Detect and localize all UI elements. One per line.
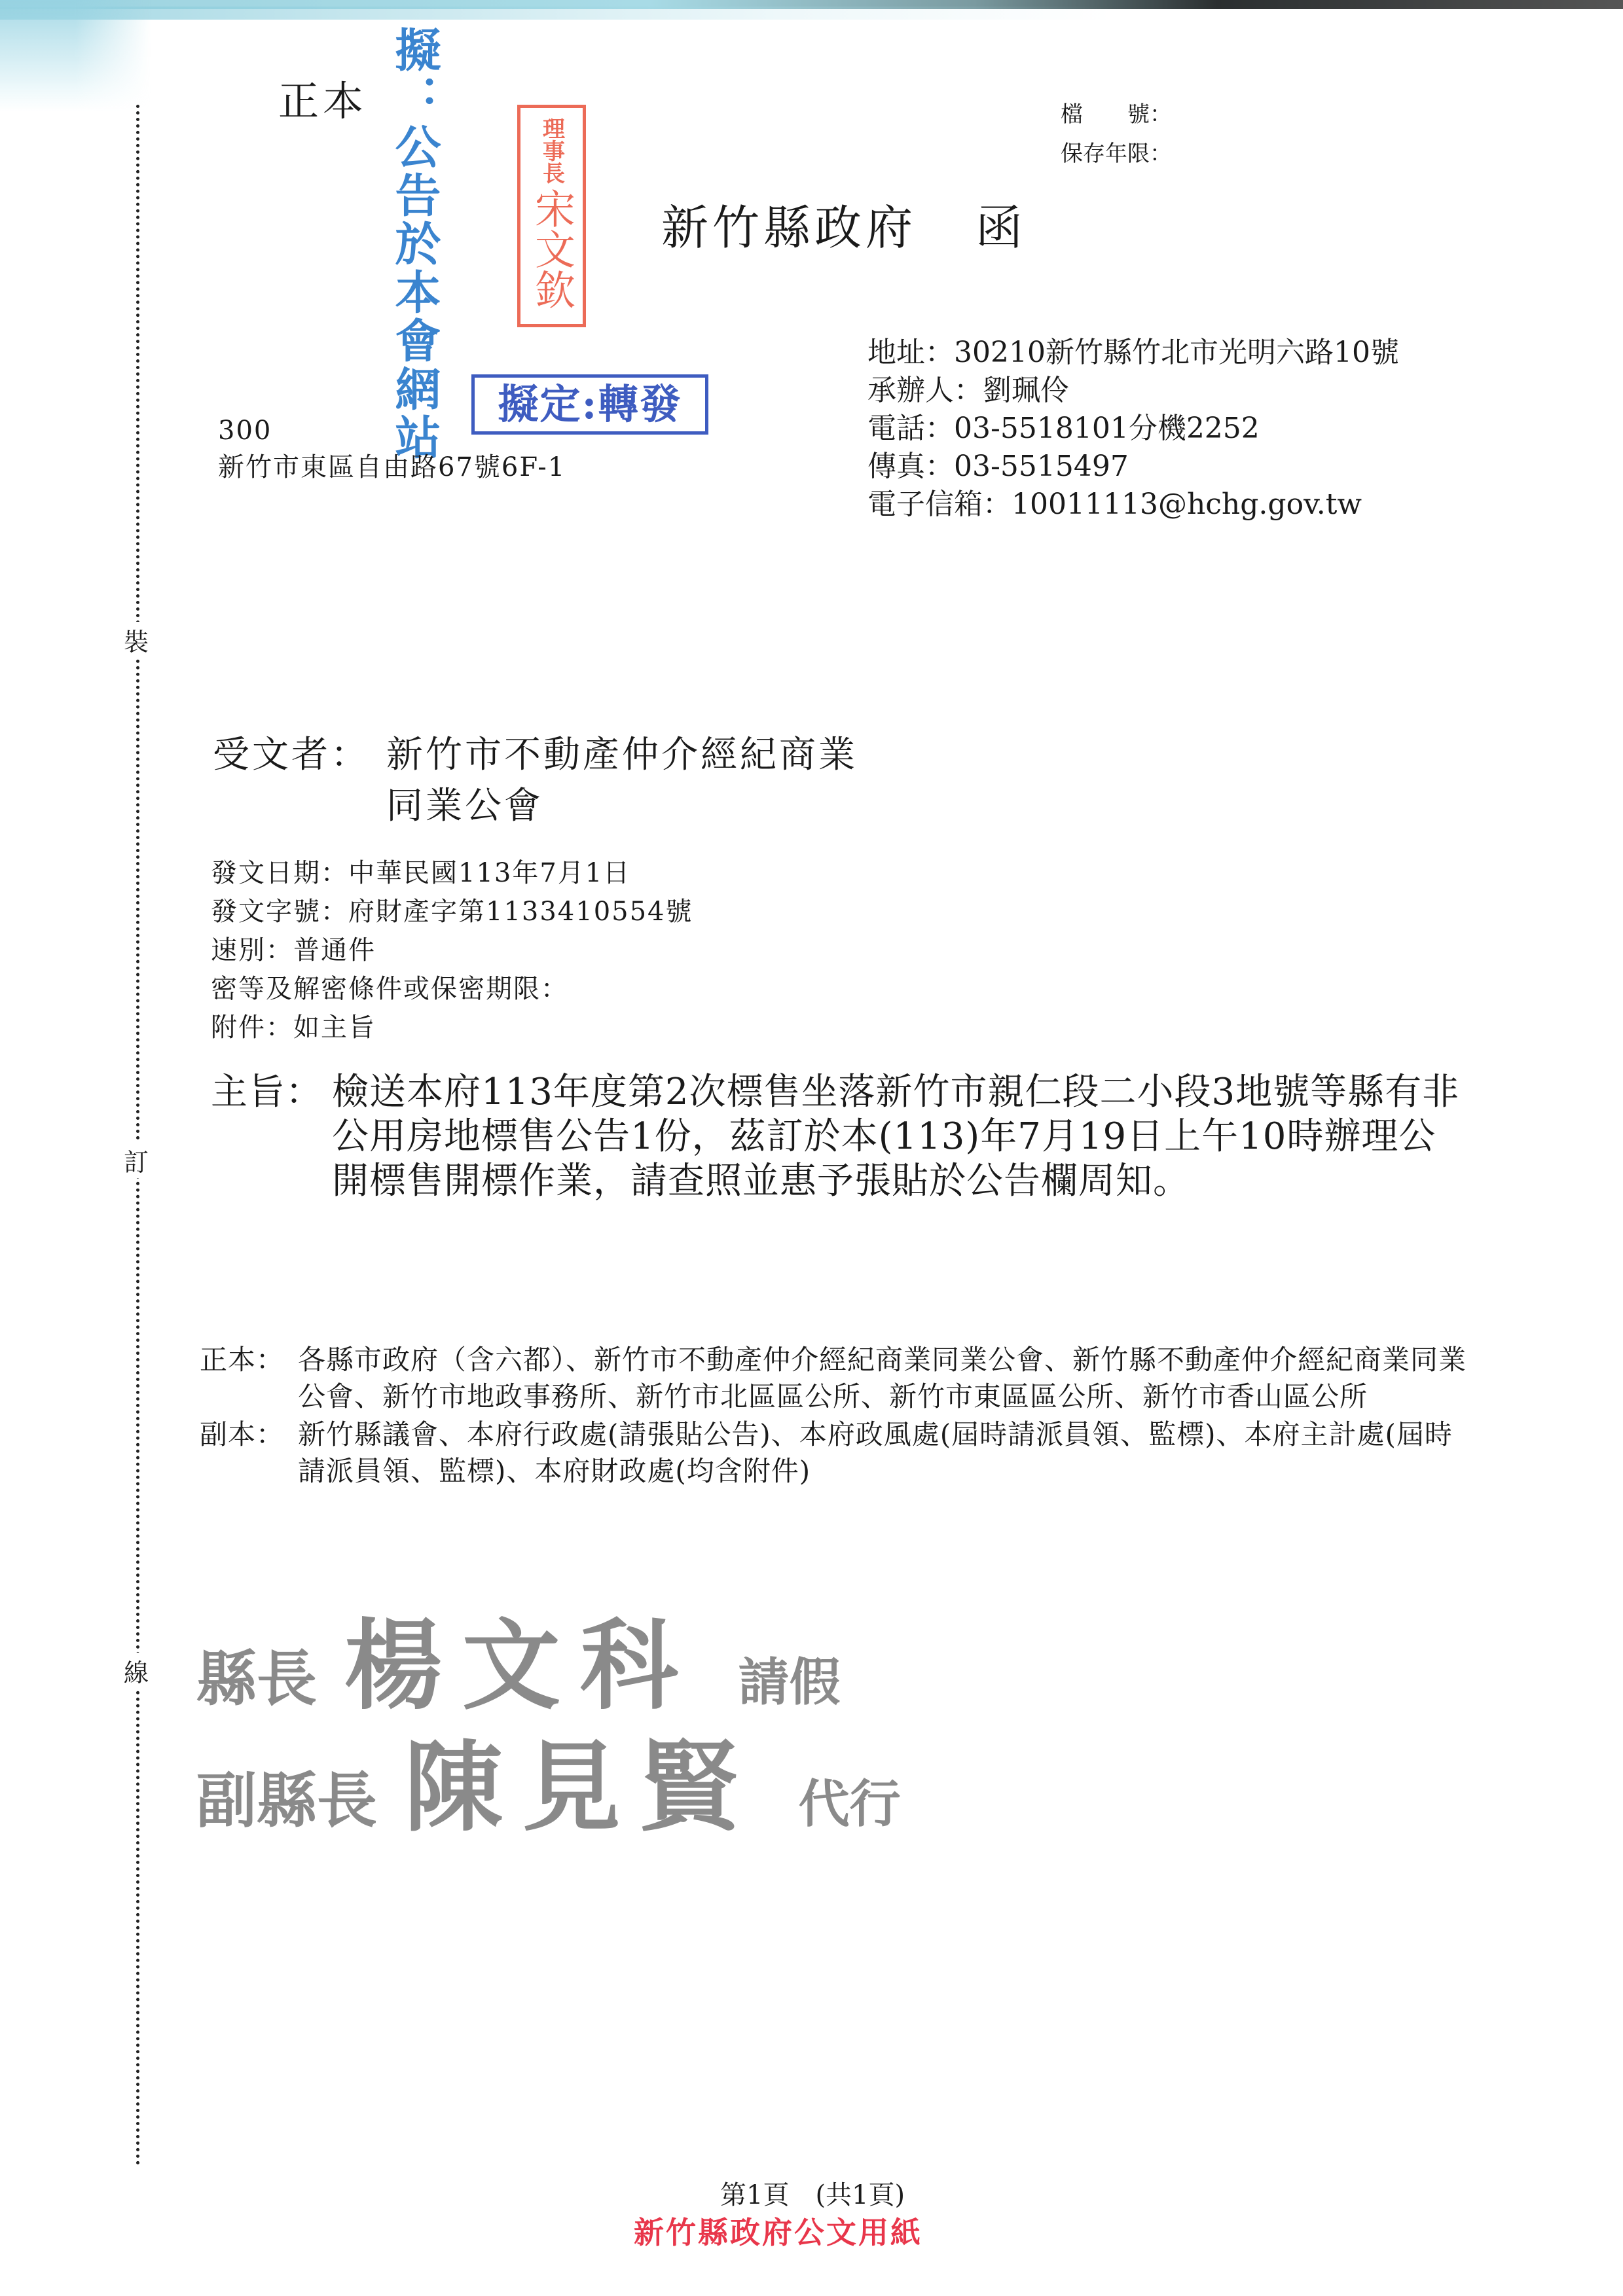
binding-char-xian: 線: [117, 1653, 156, 1689]
binding-dotted-line: [136, 105, 139, 2166]
doc-number: 發文字號：府財產字第1133410554號: [211, 897, 693, 927]
handler: 承辦人：劉珮伶: [867, 374, 1069, 407]
recipient: [213, 730, 858, 832]
distribution-original: [200, 1342, 1470, 1415]
subject-text: 檢送本府113年度第2次標售坐落新竹市親仁段二小段3地號等縣有非公用房地標售公告1份，茲訂於本(113)年7月19日上午10時辦理公開標售開標作業，請查照並惠予張貼於公告欄周知。: [332, 1071, 1460, 1202]
fax: 傳真：03-5515497: [867, 450, 1129, 483]
attachment: 附件：如主旨: [211, 1013, 376, 1043]
copy-label: 副本：: [200, 1418, 285, 1450]
urgency: 速別：普通件: [211, 935, 376, 965]
file-number-label: 檔 號：: [1061, 101, 1172, 128]
chairman-seal: [517, 105, 586, 327]
copy-type-label: 正本: [278, 77, 368, 125]
deputy-name: 陳見賢: [404, 1730, 758, 1845]
page-total: (共1頁): [815, 2180, 905, 2210]
document-title: [661, 190, 1027, 258]
handwritten-instruction-stamp: 擬：公告於本會網站: [388, 26, 442, 462]
official-paper-mark: 新竹縣政府公文用紙: [634, 2215, 922, 2250]
recipient-line1: 新竹市不動產仲介經紀商業: [386, 734, 858, 776]
recipient-mailing-address: [218, 412, 566, 486]
recipient-label: 受文者：: [213, 734, 370, 776]
scan-top-fade: [0, 7, 1113, 20]
secrecy: 密等及解密條件或保密期限：: [211, 974, 568, 1004]
page-current: 第1頁: [720, 2180, 790, 2210]
signature-block: [196, 1608, 901, 1854]
seal-name: 宋文欽: [528, 188, 576, 310]
street-address: 新竹市東區自由路67號6F-1: [218, 452, 566, 482]
sender-address: 地址：30210新竹縣竹北市光明六路10號: [867, 336, 1399, 369]
org-name: 新竹縣政府: [661, 200, 917, 255]
postal-code: 300: [218, 416, 272, 446]
distribution: [200, 1342, 1470, 1490]
scan-corner-fade: [0, 0, 151, 111]
retention-label: 保存年限：: [1061, 141, 1172, 167]
magistrate-note: 請假: [738, 1653, 841, 1712]
document-meta: [211, 854, 693, 1047]
page-number: [720, 2174, 905, 2212]
distribution-copy: [200, 1416, 1470, 1490]
deputy-title: 副縣長: [196, 1765, 378, 1836]
sender-contact: [867, 334, 1399, 524]
magistrate-name: 楊文科: [344, 1608, 698, 1723]
email: 電子信箱：10011113@hchg.gov.tw: [867, 488, 1362, 521]
magistrate-title: 縣長: [196, 1643, 318, 1714]
seal-title: 理事長: [538, 117, 565, 184]
subject: [211, 1070, 1468, 1204]
file-info: [1061, 95, 1172, 173]
recipient-line2: 同業公會: [386, 785, 543, 827]
original-list: 各縣市政府（含六都）、新竹市不動產仲介經紀商業同業公會、新竹縣不動產仲介經紀商業同業公會、新竹市地政事務所、新竹市北區區公所、新竹市東區區公所、新竹市香山區公所: [298, 1344, 1467, 1412]
copy-list: 新竹縣議會、本府行政處(請張貼公告)、本府政風處(屆時請派員領、監標)、本府主計處(屆時請派員領、監標)、本府財政處(均含附件): [298, 1418, 1453, 1487]
binding-char-zhuang: 裝: [117, 622, 156, 658]
deputy-note: 代行: [798, 1774, 901, 1834]
decision-stamp: 擬定:轉發: [471, 374, 708, 435]
original-label: 正本：: [200, 1344, 285, 1376]
subject-label: 主旨：: [211, 1071, 323, 1113]
phone: 電話：03-5518101分機2252: [867, 412, 1260, 445]
issue-date: 發文日期：中華民國113年7月1日: [211, 858, 631, 888]
doc-kind: 函: [976, 200, 1027, 255]
binding-char-ding: 訂: [117, 1142, 156, 1178]
